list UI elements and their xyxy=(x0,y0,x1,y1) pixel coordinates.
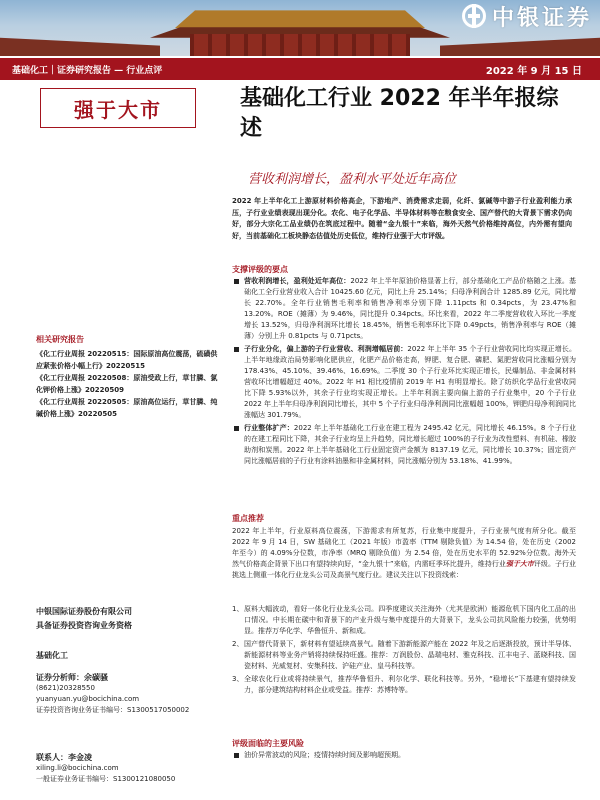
key-point-item xyxy=(232,276,576,342)
focus-item-text: 国产替代背景下，新材料有望延续高景气。随着下游新能源产能在 2022 年及之后逐渐投放，预计半导体、新能源材料等业务产销将持续保持旺盛。推荐：万润股份、晶瑞电材、雅克科技、江丰电子、蓝晓科技、国瓷材料、光威复材、安集科技、沪硅产业、皇马科技等。 xyxy=(244,640,576,670)
risk-item xyxy=(232,750,576,761)
analyst-cert: 证券投资咨询业务证书编号：S1300517050002 xyxy=(36,706,190,714)
report-category: 基础化工｜证券研究报告 — 行业点评 xyxy=(12,65,163,76)
key-point-text: 2022 年上半年 35 个子行业营收同比均实现正增长。上半年地缘政治局势影响化肥供应，化肥产品价格走高，钾肥、复合肥、磷肥、氮肥营收同比涨幅分别为 178.43%、45.10%、39.46%、16.69%。二季度 30 个子行业环比实现正增长，民爆制品、非金属材料营收环比增幅超过 40%。2022 年 H1 相比疫情前 2019 年 H1 有明显增长。除了纺织化学品行业营收同比下降 5.93%以外，其余子行业均实现正增长。上半年利润主要向偏上游的子行业集中，20 个子行业 2022 年上半年归母净利润同比增长，其中 5 个子行业归母净利润同比涨幅超 100%，钾肥归母净利润同比涨幅达 301.79%。 xyxy=(244,345,576,419)
analyst-phone: (8621)20328550 xyxy=(36,684,95,692)
key-point-head: 子行业分化，偏上游的子行业营收、利润增幅居前： xyxy=(244,345,408,353)
contact-cert: 一般证券业务证书编号：S1300121080050 xyxy=(36,775,176,783)
focus-item xyxy=(232,639,576,672)
related-report-item: 《化工行业周报 20220505：原油高位运行，草甘膦、纯碱价格上涨》20220505 xyxy=(36,398,218,418)
focus-item-text: 全球农化行业或将持续景气，推荐华鲁恒升、利尔化学、联化科技等。另外，“稳增长”下基建有望持续发力，部分建筑结构材料企业或受益。推荐：苏博特等。 xyxy=(244,675,576,694)
key-point-head: 行业整体扩产： xyxy=(244,424,294,432)
company-qualification: 具备证券投资咨询业务资格 xyxy=(36,621,132,630)
contact-name: 联系人：李金凌 xyxy=(36,753,92,762)
key-point-text: 2022 年上半年基础化工行业在建工程为 2495.42 亿元，同比增长 46.15%。8 个子行业的在建工程同比下降，其余子行业均呈上升趋势，同比增长超过 100%的子行业为改性塑料、有机硅、橡胶助剂和炭黑。2022 年上半年基础化工行业固定资产金额为 8137.19 亿元，同比增长 10.37%；固定资产同比涨幅居前的子行业有涂料油墨和非金属材料，同比涨幅分别为 53.18%、41.99%。 xyxy=(244,424,577,465)
section-heading-focus: 重点推荐 xyxy=(232,514,264,523)
focus-rating-word: 强于大市 xyxy=(505,560,534,568)
focus-item-number: 1、 xyxy=(232,605,244,613)
section-heading-risks: 评级面临的主要风险 xyxy=(232,739,304,748)
company-name: 中银国际证券股份有限公司 xyxy=(36,607,132,616)
banner-roof-gold xyxy=(175,6,425,28)
related-report-item: 《化工行业周报 20220515：国际原油高位震荡，硫磺供应紧张价格小幅上行》20220515 xyxy=(36,350,218,370)
report-summary: 2022 年上半年化工上游原材料价格高企，下游地产、消费需求走弱，化纤、氯碱等中游子行业盈利能力承压，子行业业绩表现出现分化。农化、电子化学品、半导体材料等在粮食安全、国产替代的大背景下需求仍向好，部分大宗化工品业绩仍在筑底过程中。随着“金九银十”来临，海外天然气价格维持高位，内外需有望向好，当前基础化工板块静态估值处历史低位，维持行业强于大市评级。 xyxy=(232,197,572,240)
brand-logo xyxy=(462,0,592,32)
brand-logo-text: 中银证券 xyxy=(491,4,592,31)
focus-intro-tail: 评级。子行业挑选上侧重一体化行业龙头公司及高景气度行业。建议关注以下投资线索： xyxy=(232,560,576,579)
focus-item-number: 2、 xyxy=(232,640,244,648)
focus-item-text: 原料大幅波动，看好一体化行业龙头公司。四季度建议关注海外（尤其是欧洲）能源危机下国内化工品的出口情况。中长期在碳中和背景下的产业升级与集中度提升的大背景下，龙头公司抗风险能力较强，优势明显。推荐万华化学、华鲁恒升、新和成。 xyxy=(244,605,576,635)
focus-item-number: 3、 xyxy=(232,675,244,683)
banner-columns xyxy=(190,34,410,56)
key-points-list xyxy=(232,276,576,469)
key-point-item xyxy=(232,423,576,467)
banner-roof-right xyxy=(440,30,600,56)
rating-box: 强于大市 xyxy=(40,88,196,128)
key-point-head: 营收利润增长，盈利处近年高位： xyxy=(244,277,351,285)
analyst-name: 证券分析师：余碳骚 xyxy=(36,673,108,682)
focus-list xyxy=(232,604,576,698)
section-heading-key-points: 支撑评级的要点 xyxy=(232,265,288,274)
related-report-item: 《化工行业周报 20220508：原油受政上行，草甘膦、氯化钾价格上涨》20220509 xyxy=(36,374,218,394)
risk-list xyxy=(232,750,576,763)
banner-roof-left xyxy=(0,30,160,56)
report-title: 基础化工行业 2022 年半年报综述 xyxy=(240,86,559,141)
boc-logo-icon xyxy=(462,4,486,28)
contact-block xyxy=(36,752,218,785)
focus-item xyxy=(232,674,576,696)
related-reports-title: 相关研究报告 xyxy=(36,335,84,344)
banner-image xyxy=(0,0,600,56)
key-point-text: 2022 年上半年原油价格显著上行，部分基础化工产品价格随之上涨。基础化工全行业营业收入合计 10425.60 亿元，同比上升 25.14%；归母净利润合计 1285.89 亿元，同比增长 22.70%。全年行业销售毛利率和销售净利率分别下降 1.11pcts 和 0.34pcts，为 23.47%和 13.20%。ROE（摊薄）为 9.46%，同比提升 0.34pcts。环比来看，2022 年二季度营收收入环比一季度增长 13.52%，归母净利润环比增长 18.45%，销售毛利率环比下降 0.49pcts，销售净利率与 ROE（摊薄）分别上升 0.81pcts 与 0.71pcts。 xyxy=(244,277,577,340)
key-point-item xyxy=(232,344,576,421)
focus-item xyxy=(232,604,576,637)
contact-email: xiling.li@bocichina.com xyxy=(36,764,119,772)
report-subtitle: 营收利润增长，盈利水平处近年高位 xyxy=(248,172,457,187)
bullet-icon xyxy=(234,753,239,758)
analyst-block xyxy=(36,672,218,716)
sector-label: 基础化工 xyxy=(36,651,68,660)
bullet-icon xyxy=(234,347,239,352)
report-header-bar xyxy=(0,58,600,80)
report-date: 2022 年 9 月 15 日 xyxy=(485,65,582,77)
bullet-icon xyxy=(234,279,239,284)
analyst-email: yuanyuan.yu@bocichina.com xyxy=(36,695,140,703)
focus-intro-text: 2022 年上半年，行业原料高位震荡，下游需求有所复苏，行业集中度提升，子行业景气度有所分化。截至 2022 年 9 月 14 日，SW 基础化工（2021 年版）市盈率（TTM 剔除负值）为 14.54 倍，处在历史（2002 年至今）的 4.09%分位数，市净率（MRQ 剔除负值）为 2.54 倍，处在历史水平的 52.92%分位数。海外天然气价格高企背景下出口有望持续向好，“金九银十”来临，内需旺季环比提升，维持行业 xyxy=(232,527,576,568)
bullet-icon xyxy=(234,426,239,431)
company-info xyxy=(36,605,218,633)
risk-text: 油价异常波动的风险；疫情持续时间及影响超预期。 xyxy=(244,751,405,759)
related-reports xyxy=(36,334,218,420)
focus-intro xyxy=(232,526,576,581)
